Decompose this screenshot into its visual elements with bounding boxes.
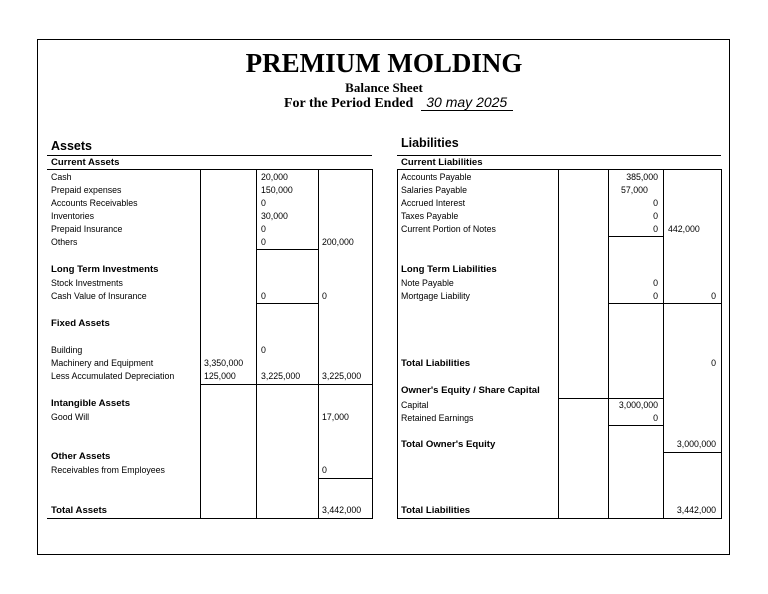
- asset-label: Stock Investments: [51, 278, 123, 288]
- total-equity-label: Total Owner's Equity: [401, 439, 496, 450]
- asset-label: Good Will: [51, 412, 90, 422]
- liabilities-subtotal-rule: [608, 303, 721, 304]
- asset-label: Receivables from Employees: [51, 465, 165, 475]
- asset-label: Prepaid expenses: [51, 185, 122, 195]
- total-assets-value: 3,442,000: [322, 505, 362, 515]
- assets-subtotal-rule: [318, 478, 372, 479]
- liabilities-col-line: [558, 169, 559, 519]
- liabilities-title: Liabilities: [401, 136, 459, 150]
- period-date: 30 may 2025: [421, 94, 513, 111]
- asset-amount: 0: [261, 345, 266, 355]
- liability-amount: 0: [653, 211, 658, 221]
- assets-title-rule: [47, 155, 372, 156]
- period-line: [284, 94, 513, 112]
- liability-label: Mortgage Liability: [401, 291, 470, 301]
- current-liabilities-total: 442,000: [668, 224, 700, 234]
- asset-net-amount: 3,225,000: [261, 371, 301, 381]
- assets-title: Assets: [51, 139, 92, 153]
- assets-col-line: [372, 169, 373, 519]
- asset-label: Inventories: [51, 211, 95, 221]
- assets-col-line: [256, 169, 257, 519]
- period-label: For the Period Ended: [284, 96, 414, 111]
- current-assets-rule: [47, 169, 372, 170]
- intangible-assets-total: 17,000: [322, 412, 349, 422]
- equity-label: Retained Earnings: [401, 413, 474, 423]
- asset-amount: 150,000: [261, 185, 293, 195]
- other-assets-heading: Other Assets: [51, 451, 111, 462]
- liabilities-subtotal-rule: [608, 425, 663, 426]
- company-name: PREMIUM MOLDING: [245, 48, 523, 78]
- grand-total-label: Total Liabilities: [401, 505, 471, 516]
- assets-col-line: [318, 169, 319, 519]
- liabilities-subtotal-rule: [608, 236, 663, 237]
- liabilities-col-line: [663, 169, 664, 519]
- fixed-assets-total: 3,225,000: [322, 371, 362, 381]
- liability-label: Salaries Payable: [401, 185, 468, 195]
- current-assets-total: 200,000: [322, 237, 354, 247]
- liability-amount: 0: [653, 278, 658, 288]
- long-term-investments-total: 0: [322, 291, 327, 301]
- liabilities-subtotal-rule: [558, 398, 663, 399]
- liabilities-col-line: [397, 169, 398, 519]
- total-assets-label: Total Assets: [51, 505, 107, 516]
- long-term-liabilities-total: 0: [711, 291, 716, 301]
- liability-amount: 0: [653, 198, 658, 208]
- equity-amount: 0: [653, 413, 658, 423]
- grand-total-value: 3,442,000: [676, 505, 716, 515]
- asset-label: Cash Value of Insurance: [51, 291, 147, 301]
- asset-label: Machinery and Equipment: [51, 358, 154, 368]
- asset-amount: 20,000: [261, 172, 288, 182]
- asset-amount: 0: [261, 291, 266, 301]
- asset-label: Less Accumulated Depreciation: [51, 371, 175, 381]
- other-assets-total: 0: [322, 465, 327, 475]
- liabilities-col-line: [721, 169, 722, 519]
- liability-label: Accrued Interest: [401, 198, 466, 208]
- total-liabilities-label: Total Liabilities: [401, 358, 471, 369]
- asset-amount: 30,000: [261, 211, 288, 221]
- liabilities-title-rule: [397, 155, 721, 156]
- sheet-subtitle: Balance Sheet: [345, 80, 423, 95]
- asset-gross-amount: 125,000: [204, 371, 236, 381]
- equity-amount: 3,000,000: [618, 400, 658, 410]
- liability-label: Accounts Payable: [401, 172, 472, 182]
- liabilities-subtotal-rule: [663, 452, 721, 453]
- long-term-investments-heading: Long Term Investments: [51, 264, 159, 275]
- assets-subtotal-rule: [200, 384, 372, 385]
- asset-label: Accounts Receivables: [51, 198, 138, 208]
- asset-amount: 0: [261, 198, 266, 208]
- assets-col-line: [200, 169, 201, 519]
- liability-amount: 385,000: [626, 172, 658, 182]
- current-assets-heading: Current Assets: [51, 157, 120, 168]
- current-liabilities-rule: [397, 169, 721, 170]
- assets-subtotal-rule: [256, 249, 318, 250]
- liability-amount: 0: [653, 291, 658, 301]
- long-term-liabilities-heading: Long Term Liabilities: [401, 264, 497, 275]
- asset-amount: 0: [261, 224, 266, 234]
- liability-label: Current Portion of Notes: [401, 224, 496, 234]
- fixed-assets-heading: Fixed Assets: [51, 318, 110, 329]
- equity-heading: Owner's Equity / Share Capital: [401, 385, 540, 396]
- equity-label: Capital: [401, 400, 429, 410]
- liability-label: Taxes Payable: [401, 211, 459, 221]
- liability-amount: 57,000: [621, 185, 648, 195]
- intangible-assets-heading: Intangible Assets: [51, 398, 131, 409]
- asset-label: Others: [51, 237, 78, 247]
- liability-amount: 0: [653, 224, 658, 234]
- total-equity-value: 3,000,000: [676, 439, 716, 449]
- assets-subtotal-rule: [256, 303, 318, 304]
- liability-label: Note Payable: [401, 278, 454, 288]
- asset-amount: 0: [261, 237, 266, 247]
- total-liabilities-value: 0: [711, 358, 716, 368]
- current-liabilities-heading: Current Liabilities: [401, 157, 483, 168]
- asset-label: Cash: [51, 172, 72, 182]
- assets-bottom-line: [47, 518, 372, 519]
- asset-label: Prepaid Insurance: [51, 224, 123, 234]
- asset-gross-amount: 3,350,000: [204, 358, 244, 368]
- liabilities-bottom-line: [397, 518, 721, 519]
- asset-label: Building: [51, 345, 83, 355]
